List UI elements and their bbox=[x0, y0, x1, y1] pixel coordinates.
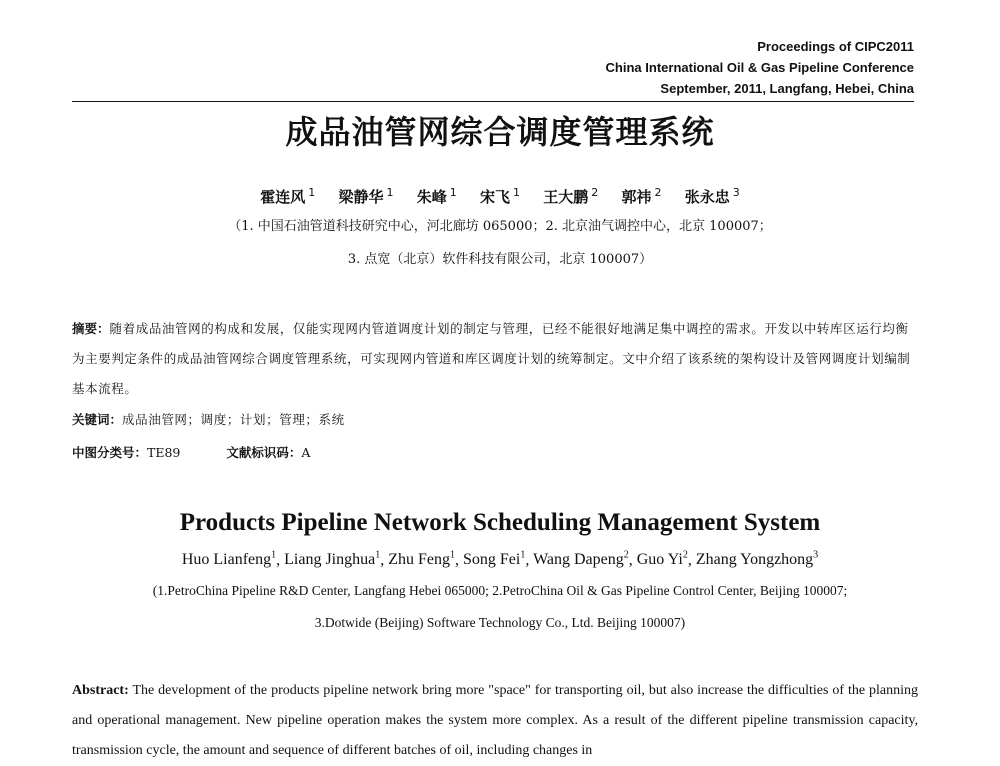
english-author: Zhu Feng$^1$ bbox=[388, 550, 455, 569]
classification-value: TE89 bbox=[147, 445, 181, 460]
chinese-affiliation-line-1: （1. 中国石油管道科技研究中心，河北廊坊 065000；2. 北京油气调控中心，北京 100007； bbox=[228, 219, 772, 234]
chinese-keywords-label: 关键词： bbox=[72, 412, 123, 427]
english-affiliation-line-1: (1.PetroChina Pipeline R&D Center, Langfang Hebei 065000; 2.PetroChina Oil & Gas Pipeline Control Center, Beijing 100007; bbox=[152, 583, 848, 598]
chinese-author: 郭祎 $^2$ bbox=[621, 186, 662, 206]
english-abstract-label: Abstract: bbox=[72, 683, 129, 698]
english-abstract-text: The development of the products pipeline network bring more "space" for transporting oil, but also increase the difficulties of the planning and operational management. New pipeline operation makes the system more complex. As a result of the different pipeline transmission capacity, transmission cycle, the amount and sequence of different batches of oil, including changes in bbox=[72, 683, 919, 758]
chinese-abstract-label: 摘要： bbox=[72, 321, 110, 336]
chinese-author: 梁静华 $^1$ bbox=[338, 186, 394, 206]
chinese-author-list bbox=[0, 181, 1000, 209]
english-abstract bbox=[72, 676, 918, 766]
classification-row bbox=[72, 441, 918, 465]
english-author: Huo Lianfeng$^1$ bbox=[181, 550, 277, 569]
english-title: Products Pipeline Network Scheduling Management System bbox=[179, 509, 821, 536]
chinese-author: 宋飞 $^1$ bbox=[479, 186, 520, 206]
document-code-value: A bbox=[301, 445, 311, 460]
chinese-keywords-text: 成品油管网；调度；计划；管理；系统 bbox=[122, 412, 345, 427]
conference-date-line: September, 2011, Langfang, Hebei, China bbox=[660, 81, 914, 96]
english-author: Wang Dapeng$^2$ bbox=[533, 550, 629, 569]
english-author-list: Huo Lianfeng$^1$, Liang Jinghua$^1$, Zhu Feng$^1$, Song Fei$^1$, Wang Dapeng$^2$, Guo Yi$^2$, Zhang Yongzhong$^3$ bbox=[181, 550, 819, 569]
english-author: Liang Jinghua$^1$ bbox=[284, 550, 381, 569]
chinese-author: 霍连风 $^1$ bbox=[260, 186, 316, 206]
english-author: Guo Yi$^2$ bbox=[636, 550, 688, 569]
english-affiliation-line-2: 3.Dotwide (Beijing) Software Technology Co., Ltd. Beijing 100007) bbox=[314, 615, 686, 630]
conference-header bbox=[494, 36, 914, 99]
chinese-abstract bbox=[72, 314, 918, 404]
chinese-title: 成品油管网综合调度管理系统 bbox=[285, 113, 715, 151]
classification-label: 中图分类号： bbox=[72, 445, 148, 460]
chinese-keywords bbox=[72, 408, 918, 432]
header-divider bbox=[72, 101, 914, 102]
chinese-abstract-text: 随着成品油管网的构成和发展，仅能实现网内管道调度计划的制定与管理，已经不能很好地满足集中调控的需求。开发以中转库区运行均衡为主要判定条件的成品油管网综合调度管理系统，可实现网内管道和库区调度计划的统筹制定。文中介绍了该系统的架构设计及管网调度计划编制基本流程。 bbox=[72, 321, 911, 396]
conference-name-line: China International Oil & Gas Pipeline Conference bbox=[605, 60, 914, 75]
proceedings-line: Proceedings of CIPC2011 bbox=[757, 39, 914, 54]
english-author: Zhang Yongzhong$^3$ bbox=[695, 550, 819, 569]
chinese-author: 王大鹏 $^2$ bbox=[543, 186, 599, 206]
english-author: Song Fei$^1$ bbox=[463, 550, 526, 569]
document-code-label: 文献标识码： bbox=[226, 445, 302, 460]
chinese-affiliation-line-2: 3. 点宽（北京）软件科技有限公司，北京 100007） bbox=[347, 252, 653, 267]
chinese-author: 张永忠 $^3$ bbox=[684, 186, 740, 206]
chinese-author: 朱峰 $^1$ bbox=[416, 186, 457, 206]
